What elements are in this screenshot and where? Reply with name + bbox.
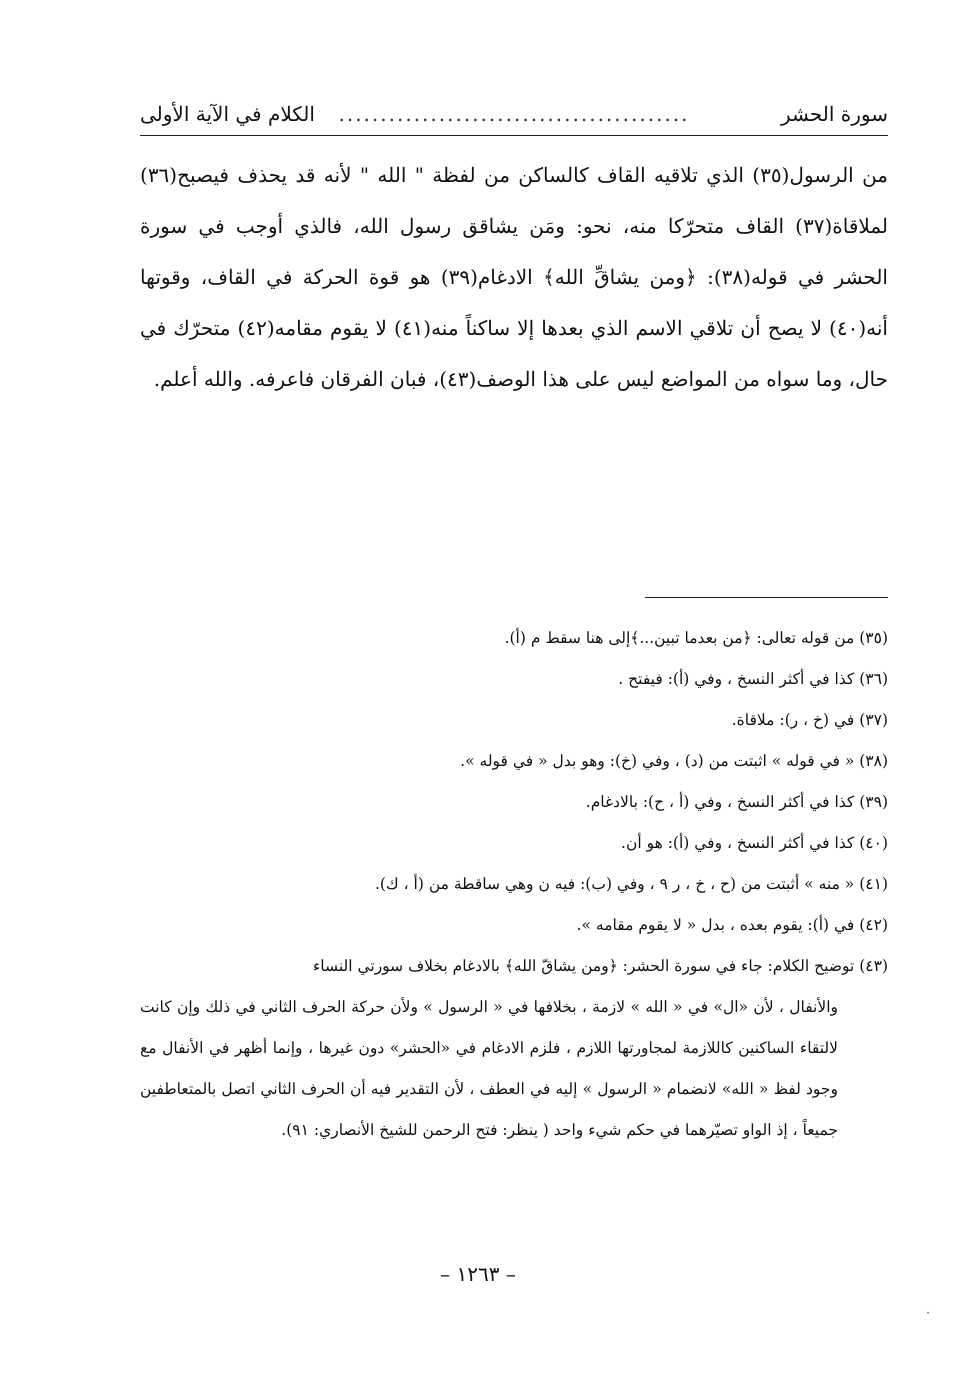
header-surah: سورة الحشر xyxy=(780,102,888,126)
running-header xyxy=(140,100,888,136)
footnote-38: (٣٨) « في قوله » اثبتت من (د) ، وفي (خ): وهو بدل « في قوله ». xyxy=(460,752,888,770)
footnote-43-continuation: والأنفال ، لأن «ال» في « الله » لازمة ، بخلافها في « الرسول » ولأن حركة الحرف الثاني في ذلك وإن كانت لالتقاء الساكنين كاللازمة لمجاورتها اللازم ، فلزم الادغام في «الحشر» دون غيرها ، وإنما أظهر في الأنفال مع وجود لفظ « الله» لانضمام « الرسول » إليه في العطف ، لأن التقدير فيه أن الحرف الثاني اتصل بالمتعاطفين جميعاً ، إذ الواو تصيّرهما في حكم شيء واحد ( ينظر: فتح الرحمن للشيخ الأنصاري: ٩١). xyxy=(140,998,838,1139)
footnote-39: (٣٩) كذا في أكثر النسخ ، وفي (أ ، ح): بالادغام. xyxy=(585,793,888,811)
footnote-41: (٤١) « منه » أثبتت من (ح ، خ ، ر ٩ ، وفي (ب): فيه ن وهي ساقطة من (أ ، ك). xyxy=(374,875,888,893)
footnote-35: (٣٥) من قوله تعالى: ﴿من بعدما تبين...﴾إلى هنا سقط م (أ). xyxy=(504,629,888,647)
main-text xyxy=(140,150,888,405)
header-topic: الكلام في الآية الأولى xyxy=(140,102,315,126)
footnote-43: (٤٣) توضيح الكلام: جاء في سورة الحشر: ﴿ومن يشاقّ الله﴾ بالادغام بخلاف سورتي النساء xyxy=(312,957,888,975)
main-paragraph: من الرسول(٣٥) الذي تلاقيه القاف كالساكن من لفظة " الله " لأنه قد يحذف فيصبح(٣٦) لملاقاة(٣٧) القاف متحرّكا منه، نحو: ومَن يشاقق رسول الله، فالذي أوجب في سورة الحشر في قوله(٣٨): ﴿ومن يشاقِّ الله﴾ الادغام(٣٩) هو قوة الحركة في القاف، وقوتها أنه(٤٠) لا يصح أن تلاقي الاسم الذي بعدها إلا ساكناً منه(٤١) لا يقوم مقامه(٤٢) متحرّك في حال، وما سواه من المواضع ليس على هذا الوصف(٤٣)، فبان الفرقان فاعرفه. والله أعلم. xyxy=(140,163,889,391)
header-dot-leader: .......................................... xyxy=(338,102,690,126)
footnote-42: (٤٢) في (أ): يقوم بعده ، بدل « لا يقوم مقامه ». xyxy=(576,916,888,934)
footnote-40: (٤٠) كذا في أكثر النسخ ، وفي (أ): هو أن. xyxy=(621,834,888,852)
footnote-separator xyxy=(645,597,888,598)
footnote-37: (٣٧) في (خ ، ر): ملاقاة. xyxy=(731,711,888,729)
footnote-36: (٣٦) كذا في أكثر النسخ ، وفي (أ): فيفتح . xyxy=(618,670,888,688)
scan-speck: · xyxy=(926,1306,930,1320)
footnotes xyxy=(140,618,888,1151)
header-rule xyxy=(140,135,888,136)
page-number: – ١٢٦٣ – xyxy=(440,1262,516,1286)
